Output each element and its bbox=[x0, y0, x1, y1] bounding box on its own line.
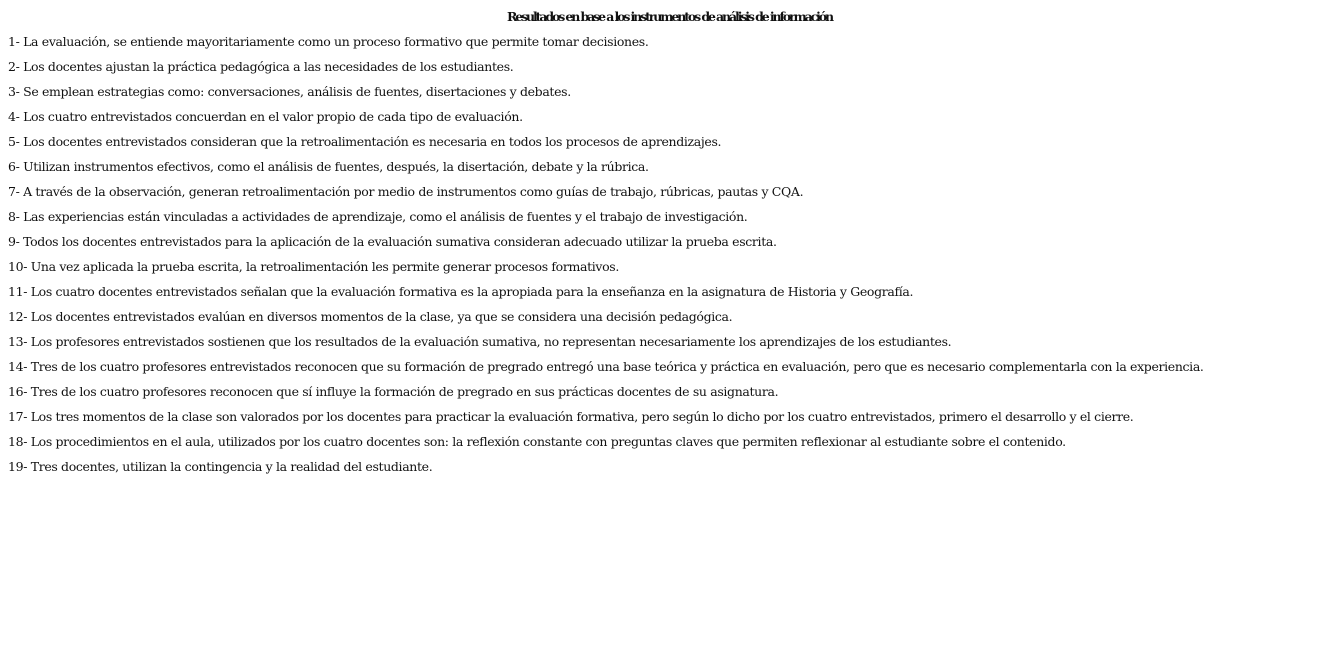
finding-item: 7- A través de la observación, generan retroalimentación por medio de instrumentos como guías de trabajo, rúbricas, pautas y CQA. bbox=[8, 184, 804, 199]
finding-item: 6- Utilizan instrumentos efectivos, como el análisis de fuentes, después, la disertación, debate y la rúbrica. bbox=[8, 159, 649, 174]
finding-item: 12- Los docentes entrevistados evalúan en diversos momentos de la clase, ya que se considera una decisión pedagógica. bbox=[8, 309, 733, 324]
document-title: Resultados en base a los instrumentos de análisis de información bbox=[506, 9, 833, 24]
finding-item: 11- Los cuatro docentes entrevistados señalan que la evaluación formativa es la apropiada para la enseñanza en la asignatura de Historia y Geografía. bbox=[8, 284, 914, 299]
finding-item: 17- Los tres momentos de la clase son valorados por los docentes para practicar la evaluación formativa, pero según lo dicho por los cuatro entrevistados, primero el desarrollo y el cierre. bbox=[8, 409, 1134, 424]
finding-item: 9- Todos los docentes entrevistados para la aplicación de la evaluación sumativa consideran adecuado utilizar la prueba escrita. bbox=[8, 234, 777, 249]
finding-item: 5- Los docentes entrevistados consideran que la retroalimentación es necesaria en todos los procesos de aprendizajes. bbox=[8, 134, 722, 149]
finding-item: 10- Una vez aplicada la prueba escrita, la retroalimentación les permite generar procesos formativos. bbox=[8, 259, 619, 274]
finding-item: 3- Se emplean estrategias como: conversaciones, análisis de fuentes, disertaciones y debates. bbox=[8, 84, 571, 99]
findings-list bbox=[8, 33, 1204, 483]
finding-item: 19- Tres docentes, utilizan la contingencia y la realidad del estudiante. bbox=[8, 459, 433, 474]
finding-item: 8- Las experiencias están vinculadas a actividades de aprendizaje, como el análisis de fuentes y el trabajo de investigación. bbox=[8, 209, 748, 224]
finding-item: 14- Tres de los cuatro profesores entrevistados reconocen que su formación de pregrado entregó una base teórica y práctica en evaluación, pero que es necesario complementarla con la experiencia. bbox=[8, 359, 1204, 374]
finding-item: 2- Los docentes ajustan la práctica pedagógica a las necesidades de los estudiantes. bbox=[8, 59, 514, 74]
finding-item: 13- Los profesores entrevistados sostienen que los resultados de la evaluación sumativa, no representan necesariamente los aprendizajes de los estudiantes. bbox=[8, 334, 952, 349]
finding-item: 4- Los cuatro entrevistados concuerdan en el valor propio de cada tipo de evaluación. bbox=[8, 109, 523, 124]
finding-item: 1- La evaluación, se entiende mayoritariamente como un proceso formativo que permite tomar decisiones. bbox=[8, 34, 649, 49]
finding-item: 16- Tres de los cuatro profesores reconocen que sí influye la formación de pregrado en sus prácticas docentes de su asignatura. bbox=[8, 384, 779, 399]
finding-item: 18- Los procedimientos en el aula, utilizados por los cuatro docentes son: la reflexión constante con preguntas claves que permiten reflexionar al estudiante sobre el contenido. bbox=[8, 434, 1066, 449]
